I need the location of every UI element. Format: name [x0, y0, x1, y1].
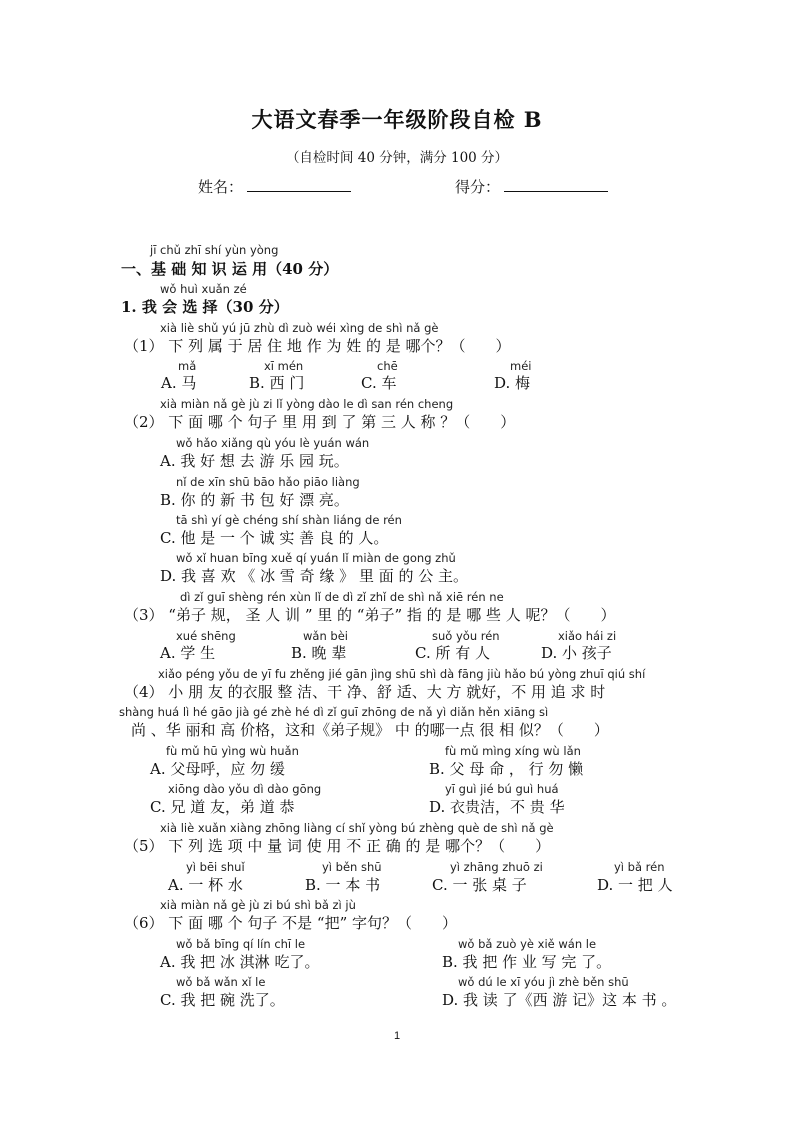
q2-option-d: D. 我 喜 欢 《 冰 雪 奇 缘 》 里 面 的 公 主。 [160, 567, 469, 585]
section1-heading: 一、基 础 知 识 运 用（40 分） [121, 260, 339, 278]
q3-opt-b-pinyin: wǎn bèi [303, 629, 348, 643]
page-subtitle: （自检时间 40 分钟，满分 100 分） [285, 150, 509, 166]
q6-option-b: B. 我 把 作 业 写 完 了。 [442, 953, 612, 971]
q2-stem: （2） 下 面 哪 个 句子 里 用 到 了 第 三 人 称 ？（ ） [124, 413, 516, 431]
q4-option-a: A. 父母呼，应 勿 缓 [150, 760, 285, 778]
q2-opt-c-pinyin: tā shì yí gè chéng shí shàn liáng de rén [176, 513, 402, 527]
part1-heading: 1. 我 会 选 择（30 分） [121, 298, 289, 316]
q6-pinyin: xià miàn nǎ gè jù zi bú shì bǎ zì jù [160, 898, 356, 912]
q6-option-c: C. 我 把 碗 洗了。 [160, 991, 285, 1009]
q5-option-a: A. 一 杯 水 [168, 876, 243, 894]
q6-opt-c-pinyin: wǒ bǎ wǎn xǐ le [176, 975, 266, 989]
q2-pinyin: xià miàn nǎ gè jù zi lǐ yòng dào le dì san rén cheng [160, 397, 454, 411]
q6-opt-a-pinyin: wǒ bǎ bīng qí lín chī le [176, 937, 306, 951]
page-title: 大语文春季一年级阶段自检 B [251, 107, 543, 132]
q2-option-a: A. 我 好 想 去 游 乐 园 玩。 [160, 452, 349, 470]
q3-pinyin: dì zǐ guī shèng rén xùn lǐ de dì zǐ zhǐ de shì nǎ xiē rén ne [180, 590, 504, 604]
q1-opt-b-pinyin: xī mén [264, 359, 304, 373]
q5-option-c: C. 一 张 桌 子 [432, 876, 527, 894]
q2-option-c: C. 他 是 一 个 诚 实 善 良 的 人。 [160, 529, 389, 547]
q5-option-d: D. 一 把 人 [597, 876, 673, 894]
q4-option-c: C. 兄 道 友，弟 道 恭 [150, 798, 295, 816]
q5-pinyin: xià liè xuǎn xiàng zhōng liàng cí shǐ yòng bú zhèng què de shì nǎ gè [160, 821, 554, 835]
score-blank [504, 177, 608, 192]
q1-pinyin: xià liè shǔ yú jū zhù dì zuò wéi xìng de shì nǎ gè [160, 321, 439, 335]
q5-opt-d-pinyin: yì bǎ rén [614, 860, 665, 874]
q5-opt-b-pinyin: yì běn shū [322, 860, 382, 874]
q2-opt-d-pinyin: wǒ xǐ huan bīng xuě qí yuán lǐ miàn de gong zhǔ [176, 551, 456, 565]
q6-opt-b-pinyin: wǒ bǎ zuò yè xiě wán le [458, 937, 597, 951]
score-field [455, 176, 608, 197]
page-number: 1 [393, 1030, 401, 1042]
q2-option-b: B. 你 的 新 书 包 好 漂 亮。 [160, 491, 349, 509]
name-label: 姓名： [198, 178, 244, 196]
q4-opt-a-pinyin: fù mǔ hū yìng wù huǎn [166, 744, 299, 758]
q4-stem-line1: （4） 小 朋 友 的衣服 整 洁、干 净、舒 适、大 方 就好，不 用 追 求 时 [124, 683, 606, 701]
score-label: 得分： [455, 178, 501, 196]
q1-option-a: A. 马 [161, 374, 197, 392]
q3-opt-c-pinyin: suǒ yǒu rén [432, 629, 500, 643]
q3-option-c: C. 所 有 人 [415, 644, 491, 662]
q1-stem: （1） 下 列 属 于 居 住 地 作 为 姓 的 是 哪个？（ ） [124, 337, 511, 355]
q1-option-c: C. 车 [361, 374, 397, 392]
part1-pinyin: wǒ huì xuǎn zé [160, 282, 247, 296]
q4-opt-d-pinyin: yī guì jié bú guì huá [445, 782, 559, 796]
q4-opt-b-pinyin: fù mǔ mìng xíng wù lǎn [445, 744, 581, 758]
q5-opt-a-pinyin: yì bēi shuǐ [186, 860, 245, 874]
q3-option-b: B. 晚 辈 [291, 644, 347, 662]
q3-option-a: A. 学 生 [160, 644, 216, 662]
q4-pinyin-line2: shàng huá lì hé gāo jià gé zhè hé dì zǐ guī zhōng de nǎ yì diǎn hěn xiāng sì [119, 705, 549, 719]
q1-option-d: D. 梅 [494, 374, 531, 392]
q4-option-d: D. 衣贵洁，不 贵 华 [429, 798, 565, 816]
q3-stem: （3） “弟子 规， 圣 人 训 ” 里 的 “弟子” 指 的 是 哪 些 人 呢？（ ） [124, 606, 616, 624]
q4-option-b: B. 父 母 命 ， 行 勿 懒 [429, 760, 584, 778]
q2-opt-b-pinyin: nǐ de xīn shū bāo hǎo piāo liàng [176, 475, 360, 489]
q1-opt-c-pinyin: chē [377, 359, 398, 373]
q3-opt-a-pinyin: xué shēng [176, 629, 236, 643]
q5-option-b: B. 一 本 书 [305, 876, 381, 894]
q1-opt-a-pinyin: mǎ [178, 359, 197, 373]
q4-stem-line2: 尚 、华 丽和 高 价格，这和《弟子规》 中 的哪一点 很 相 似？（ ） [131, 721, 609, 739]
q5-opt-c-pinyin: yì zhāng zhuō zi [450, 860, 543, 874]
q6-stem: （6） 下 面 哪 个 句子 不是 “把” 字句？（ ） [124, 914, 458, 932]
section1-pinyin: jī chǔ zhī shí yùn yòng [150, 243, 279, 257]
q3-opt-d-pinyin: xiǎo hái zi [558, 629, 617, 643]
q1-option-b: B. 西 门 [249, 374, 305, 392]
q5-stem: （5） 下 列 选 项 中 量 词 使 用 不 正 确 的 是 哪个？（ ） [124, 837, 551, 855]
q2-opt-a-pinyin: wǒ hǎo xiǎng qù yóu lè yuán wán [176, 436, 370, 450]
q3-option-d: D. 小 孩子 [541, 644, 612, 662]
q6-option-a: A. 我 把 冰 淇淋 吃了。 [160, 953, 320, 971]
q1-opt-d-pinyin: méi [510, 359, 532, 373]
q6-opt-d-pinyin: wǒ dú le xī yóu jì zhè běn shū [458, 975, 629, 989]
q6-option-d: D. 我 读 了《西 游 记》这 本 书 。 [442, 991, 677, 1009]
q4-opt-c-pinyin: xiōng dào yǒu dì dào gōng [168, 782, 322, 796]
name-field [198, 176, 351, 197]
q4-pinyin-line1: xiǎo péng yǒu de yī fu zhěng jié gān jìng shū shì dà fāng jiù hǎo bú yòng zhuī qiú shí [158, 667, 646, 681]
name-blank [247, 177, 351, 192]
